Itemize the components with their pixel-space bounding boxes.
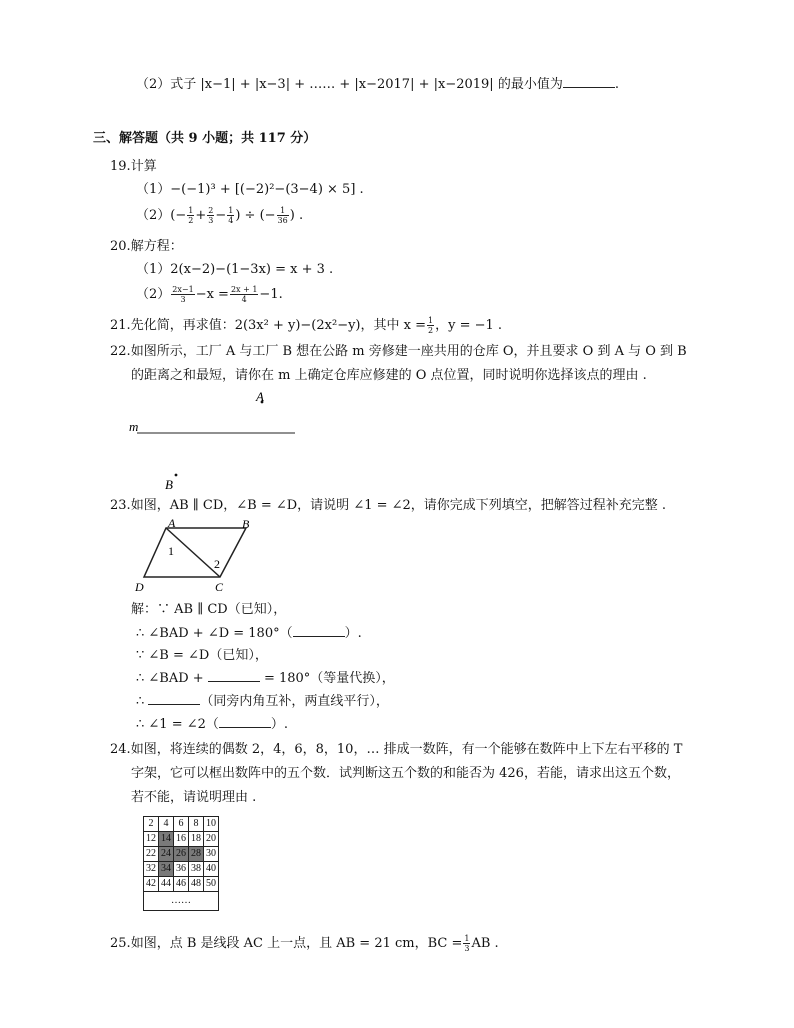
q19-title (110, 158, 157, 176)
grid-row (144, 847, 219, 862)
q24-line1 (110, 741, 682, 759)
fraction (207, 206, 214, 225)
label-a: A (256, 389, 264, 404)
grid-cell: 16 (174, 832, 189, 847)
even-number-grid (143, 816, 219, 911)
q23-step4-text: ∴ (136, 694, 145, 709)
grid-cell: 48 (189, 877, 204, 892)
q20-part2 (136, 284, 283, 306)
q22-text: 如图所示，工厂 A 与工厂 B 想在公路 m 旁修建一座共用的仓库 O，并且要求 O 到 A 与 O 到 B (130, 344, 687, 359)
grid-row (144, 877, 219, 892)
fraction-denominator: 36 (277, 216, 288, 225)
fraction-numerator: 2x + 1 (230, 285, 258, 294)
label-m: m (129, 419, 139, 434)
grid-cell: 12 (144, 832, 159, 847)
q21-text-end: ，y = −1 . (435, 318, 503, 333)
q21-text: 先化简，再求值：2(3x² + y)−(2x²−y)，其中 x = (130, 318, 426, 333)
plus-sign: + (195, 208, 207, 223)
answer-blank (208, 669, 260, 682)
q22-number: 22. (110, 344, 131, 359)
q19-part2-number: （2） (136, 208, 171, 223)
grid-cell: 50 (204, 877, 219, 892)
q23-step4-end: （同旁内角互补，两直线平行）， (200, 694, 389, 709)
grid-cell: 20 (204, 832, 219, 847)
q23-step0: 解：∵ AB ∥ CD（已知）， (131, 602, 287, 617)
angle-2-label: 2 (214, 557, 220, 571)
answer-blank (148, 692, 200, 705)
fraction-denominator: 3 (208, 216, 214, 225)
q22-line2: 的距离之和最短，请你在 m 上确定仓库应修建的 O 点位置，同时说明你选择该点的理由 . (131, 368, 647, 383)
answer-blank (563, 75, 615, 88)
q19-end: ) . (289, 208, 304, 223)
q20-part1: （1）2(x−2)−(1−3x) = x + 3 . (136, 262, 334, 277)
equation-end: −1. (259, 287, 283, 302)
q19-part2 (136, 205, 303, 227)
q19-heading: 计算 (130, 159, 157, 174)
grid-cell: 32 (144, 862, 159, 877)
grid-cell: 18 (189, 832, 204, 847)
fraction-denominator: 3 (180, 295, 186, 304)
q23-step1 (136, 624, 362, 643)
grid-cell: 6 (174, 817, 189, 832)
fraction (187, 206, 194, 225)
q23-step3 (136, 669, 395, 688)
label-A: A (168, 516, 176, 530)
grid-ellipsis: …… (144, 892, 219, 911)
grid-cell: 8 (189, 817, 204, 832)
fraction-denominator: 2 (188, 216, 194, 225)
q18-part2-end: . (614, 77, 619, 92)
q18-part2-text: 式子 |x−1| + |x−3| + …… + |x−2017| + |x−2019| 的最小值为 (170, 77, 563, 92)
fraction-denominator: 4 (228, 216, 234, 225)
q19-paren-open: (− (170, 208, 187, 223)
q25-number: 25. (110, 936, 131, 951)
grid-cell-highlighted: 34 (159, 862, 174, 877)
grid-cell: 10 (204, 817, 219, 832)
fraction-denominator: 4 (241, 295, 247, 304)
grid-cell: 44 (159, 877, 174, 892)
fraction-numerator: 2x−1 (172, 285, 194, 294)
q25-text: 如图，点 B 是线段 AC 上一点，且 AB = 21 cm，BC = (130, 936, 463, 951)
grid-row-ellipsis (144, 892, 219, 911)
grid-cell: 2 (144, 817, 159, 832)
q24-number: 24. (110, 742, 131, 757)
grid-cell: 22 (144, 847, 159, 862)
q23-step4 (136, 692, 389, 711)
q18-part2-number: （2） (136, 77, 171, 92)
grid-cell-highlighted: 24 (159, 847, 174, 862)
q24-line2: 字架，它可以框出数阵中的五个数．试判断这五个数的和能否为 426，若能，请求出这五个数， (131, 766, 680, 781)
q23-step3-end: = 180°（等量代换）， (263, 671, 395, 686)
q23-step5-end: ）. (270, 717, 289, 732)
q20-part2-number: （2） (136, 287, 171, 302)
grid-cell-highlighted: 26 (174, 847, 189, 862)
grid-row (144, 832, 219, 847)
grid-cell: 36 (174, 862, 189, 877)
angle-1-label: 1 (168, 544, 174, 558)
grid-cell: 46 (174, 877, 189, 892)
fraction-denominator: 3 (464, 944, 470, 953)
grid-row (144, 817, 219, 832)
q23-question: 如图，AB ∥ CD，∠B = ∠D，请说明 ∠1 = ∠2，请你完成下列填空，把解答过程补充完整 . (130, 498, 667, 513)
q23-figure (128, 515, 258, 597)
grid-cell-highlighted: 28 (189, 847, 204, 862)
q23-step3-text: ∴ ∠BAD + (136, 671, 204, 686)
label-C: C (215, 580, 224, 594)
q24-text: 如图，将连续的偶数 2，4，6，8，10，… 排成一数阵，有一个能够在数阵中上下左右平移的 T (130, 742, 683, 757)
q19-number: 19. (110, 159, 131, 174)
q23-step1-end: ）. (344, 626, 362, 641)
fraction-numerator: 1 (188, 206, 194, 215)
fraction-numerator: 1 (228, 206, 234, 215)
q20-title (110, 238, 183, 256)
label-b: B (165, 477, 173, 492)
fraction (227, 206, 234, 225)
grid-cell: 30 (204, 847, 219, 862)
fraction (427, 316, 434, 335)
grid-cell: 42 (144, 877, 159, 892)
grid-cell: 40 (204, 862, 219, 877)
q19-part1: （1）−(−1)³ + [(−2)²−(3−4) × 5] . (136, 182, 364, 197)
fraction (463, 934, 470, 953)
answer-blank (293, 624, 345, 637)
q23-step2: ∵ ∠B = ∠D（已知）， (136, 648, 268, 663)
fraction-denominator: 2 (428, 326, 434, 335)
fraction-numerator: 1 (428, 316, 434, 325)
point-b (175, 474, 178, 477)
q23-step5-text: ∴ ∠1 = ∠2（ (136, 717, 219, 732)
q25-text-end: AB . (471, 936, 499, 951)
grid-cell: 38 (189, 862, 204, 877)
label-D: D (135, 580, 144, 594)
q23-step5 (136, 715, 288, 734)
q22-figure (120, 385, 320, 495)
q20-heading: 解方程： (130, 239, 183, 254)
grid-row (144, 862, 219, 877)
section-title: 三、解答题（共 9 小题；共 117 分） (93, 131, 317, 146)
fraction-numerator: 1 (464, 934, 470, 943)
q21 (110, 315, 502, 337)
grid-cell-highlighted: 14 (159, 832, 174, 847)
q23-number: 23. (110, 498, 131, 513)
fraction (230, 285, 258, 304)
equation-middle: −x = (195, 287, 229, 302)
minus-sign: − (215, 208, 227, 223)
diagonal-ac (166, 528, 220, 577)
fraction (277, 206, 289, 225)
q21-number: 21. (110, 318, 131, 333)
q23-step1-text: ∴ ∠BAD + ∠D = 180°（ (136, 626, 293, 641)
fraction-numerator: 2 (208, 206, 214, 215)
q22-line1 (110, 343, 687, 361)
q24-line3: 若不能，请说明理由 . (131, 790, 257, 805)
grid-cell: 4 (159, 817, 174, 832)
fraction-numerator: 1 (277, 206, 289, 216)
q20-number: 20. (110, 239, 131, 254)
answer-blank (219, 715, 271, 728)
q18-part2 (136, 75, 619, 94)
q25 (110, 933, 499, 955)
q19-paren-close: ) ÷ (− (235, 208, 276, 223)
q23-text (110, 497, 666, 515)
fraction (171, 285, 194, 304)
parallelogram-abcd (144, 528, 246, 577)
label-B: B (242, 517, 250, 531)
